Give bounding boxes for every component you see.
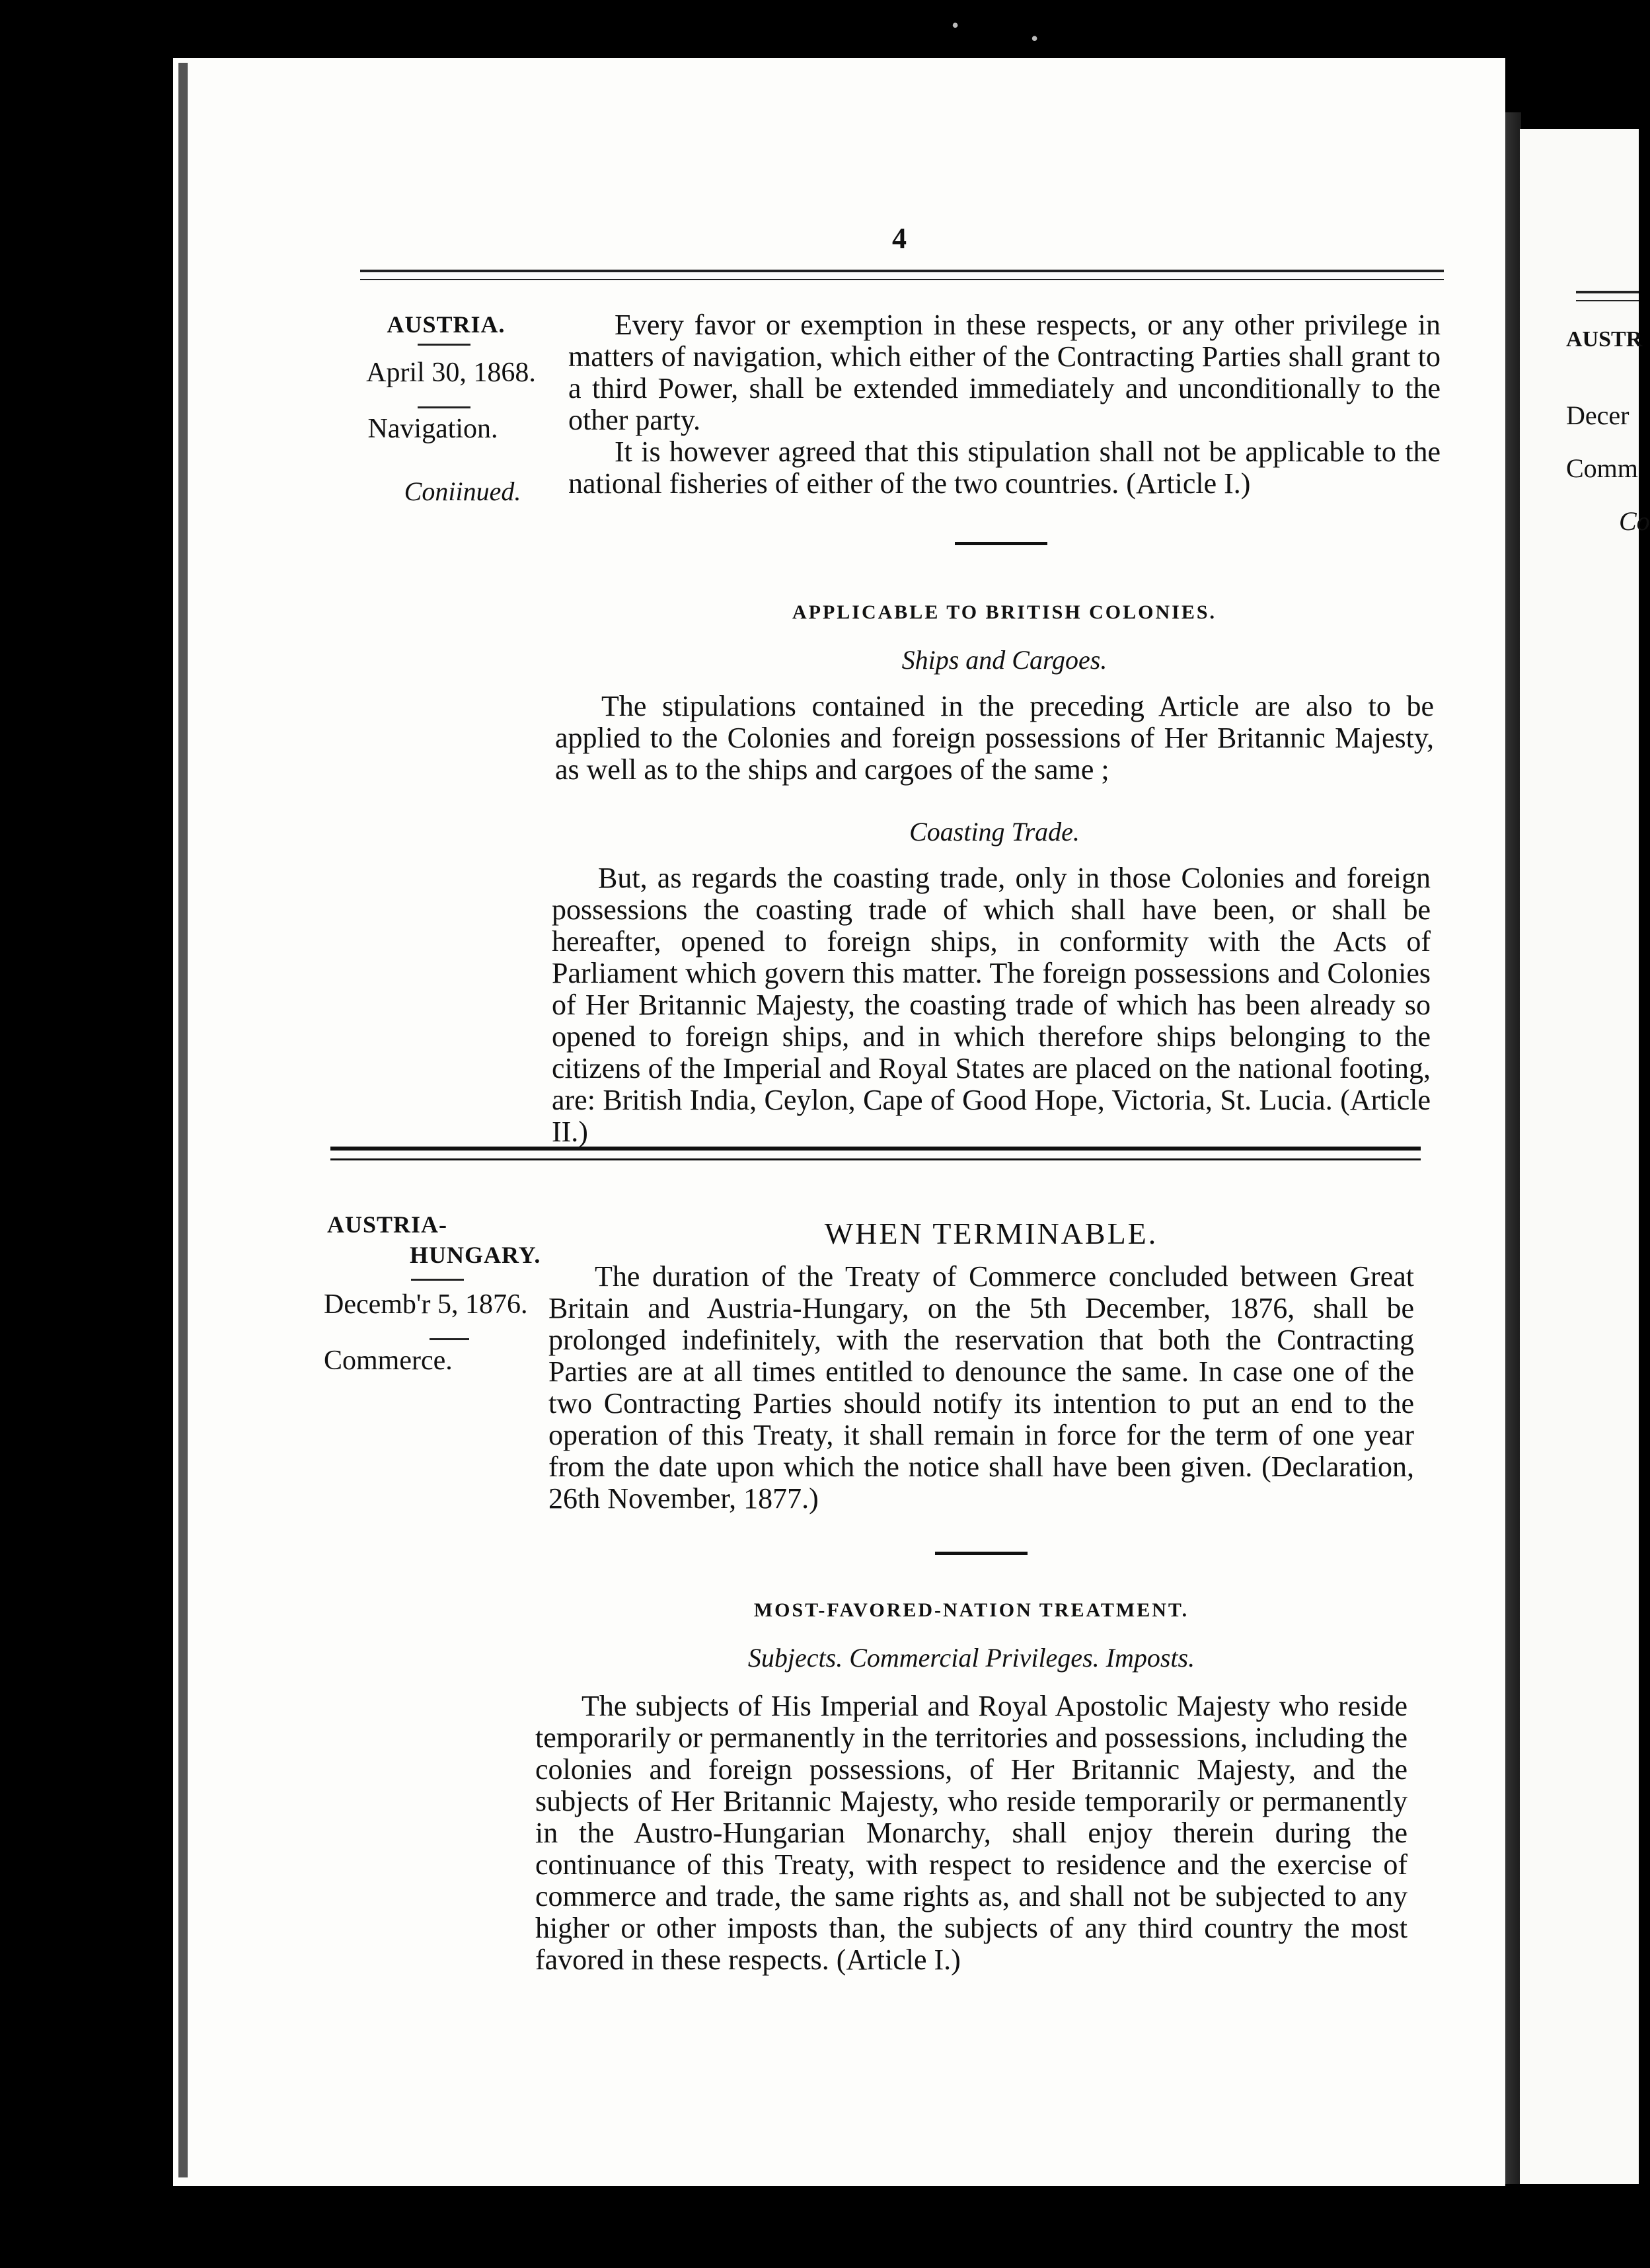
section2-subheading: Ships and Cargoes. xyxy=(901,645,1107,675)
section3-heading: WHEN TERMINABLE. xyxy=(824,1217,1158,1250)
page-edge xyxy=(178,63,188,2177)
section1-body xyxy=(568,309,1441,500)
facing-page-fragment: Co xyxy=(1619,506,1650,536)
section-rule xyxy=(330,1147,1421,1160)
facing-page-fragment: Decer xyxy=(1566,400,1630,430)
section3-body xyxy=(548,1261,1414,1515)
section-divider xyxy=(955,542,1047,545)
margin-note: Coniinued. xyxy=(404,476,521,506)
page-number: 4 xyxy=(892,222,907,254)
margin-date: April 30, 1868. xyxy=(366,358,536,388)
margin-country: HUNGARY. xyxy=(410,1242,541,1268)
facing-page-fragment: Comm xyxy=(1566,453,1638,483)
scan-speck: • xyxy=(952,13,959,37)
facing-page-fragment: AUSTR xyxy=(1566,327,1643,352)
margin-dash xyxy=(418,406,470,408)
paragraph: It is however agreed that this stipulation shall not be applicable to the national fisheries of either of the two countries. (Article I.) xyxy=(568,435,1441,500)
margin-dash xyxy=(411,1279,464,1281)
facing-page xyxy=(1520,129,1650,2184)
margin-subject: Commerce. xyxy=(324,1345,453,1376)
margin-country: AUSTRIA- xyxy=(327,1211,448,1238)
section-divider xyxy=(935,1552,1028,1555)
paragraph: The stipulations contained in the preceding Article are also to be applied to the Colonies and foreign possessions of Her Britannic Majesty, as well as to the ships and cargoes of the same ; xyxy=(555,690,1434,786)
margin-country: AUSTRIA. xyxy=(387,311,506,338)
paragraph: Every favor or exemption in these respects, or any other privilege in matters of navigation, which either of the Contracting Parties shall grant to a third Power, shall be extended immediately and unconditionally to the other party. xyxy=(568,309,1441,436)
facing-page-rule xyxy=(1576,291,1639,301)
margin-dash xyxy=(430,1338,469,1340)
section4-subheading: Subjects. Commercial Privileges. Imposts. xyxy=(747,1643,1195,1673)
section2-body1 xyxy=(555,691,1434,786)
section2-body2 xyxy=(552,862,1431,1148)
section2-heading: APPLICABLE TO BRITISH COLONIES. xyxy=(792,601,1217,623)
paragraph: The subjects of His Imperial and Royal Apostolic Majesty who reside temporarily or permanently in the territories and possessions, including the colonies and foreign possessions, of Her Britannic Majesty, and the subjects of Her Britannic Majesty, who reside temporarily or permanently in the Austro-Hungarian Monarchy, shall enjoy therein during the continuance of this Treaty, with respect to residence and the exercise of commerce and trade, the same rights as, and shall not be subjected to any higher or other imposts than, the subjects of any third country the most favored in these respects. (Article I.) xyxy=(535,1690,1407,1976)
section4-heading: MOST-FAVORED-NATION TREATMENT. xyxy=(753,1599,1189,1621)
margin-dash xyxy=(418,344,470,346)
paragraph: The duration of the Treaty of Commerce concluded between Great Britain and Austria-Hungary, on the 5th December, 1876, shall be prolonged indefinitely, with the reservation that both the Contracting Parties are at all times entitled to denounce the same. In case one of the two Contracting Parties should notify its intention to put an end to the operation of this Treaty, it shall remain in force for the term of one year from the date upon which the notice shall have been given. (Declaration, 26th November, 1877.) xyxy=(548,1260,1414,1515)
margin-date: Decemb'r 5, 1876. xyxy=(324,1289,528,1320)
paragraph: But, as regards the coasting trade, only in those Colonies and foreign possessions the coasting trade of which shall have been, or shall be hereafter, opened to foreign ships, in conformity with the Acts of Parliament which govern this matter. The foreign possessions and Colonies of Her Britannic Majesty, the coasting trade of which has been already so opened to foreign ships, and in which therefore ships belonging to the citizens of the Imperial and Royal States are placed on the national footing, are: British India, Ceylon, Cape of Good Hope, Victoria, St. Lucia. (Article II.) xyxy=(552,862,1431,1148)
section4-body xyxy=(535,1690,1407,1976)
top-rule xyxy=(360,270,1444,280)
scan-speck: • xyxy=(1031,26,1039,50)
section2-subheading: Coasting Trade. xyxy=(909,817,1080,847)
margin-subject: Navigation. xyxy=(367,414,498,444)
